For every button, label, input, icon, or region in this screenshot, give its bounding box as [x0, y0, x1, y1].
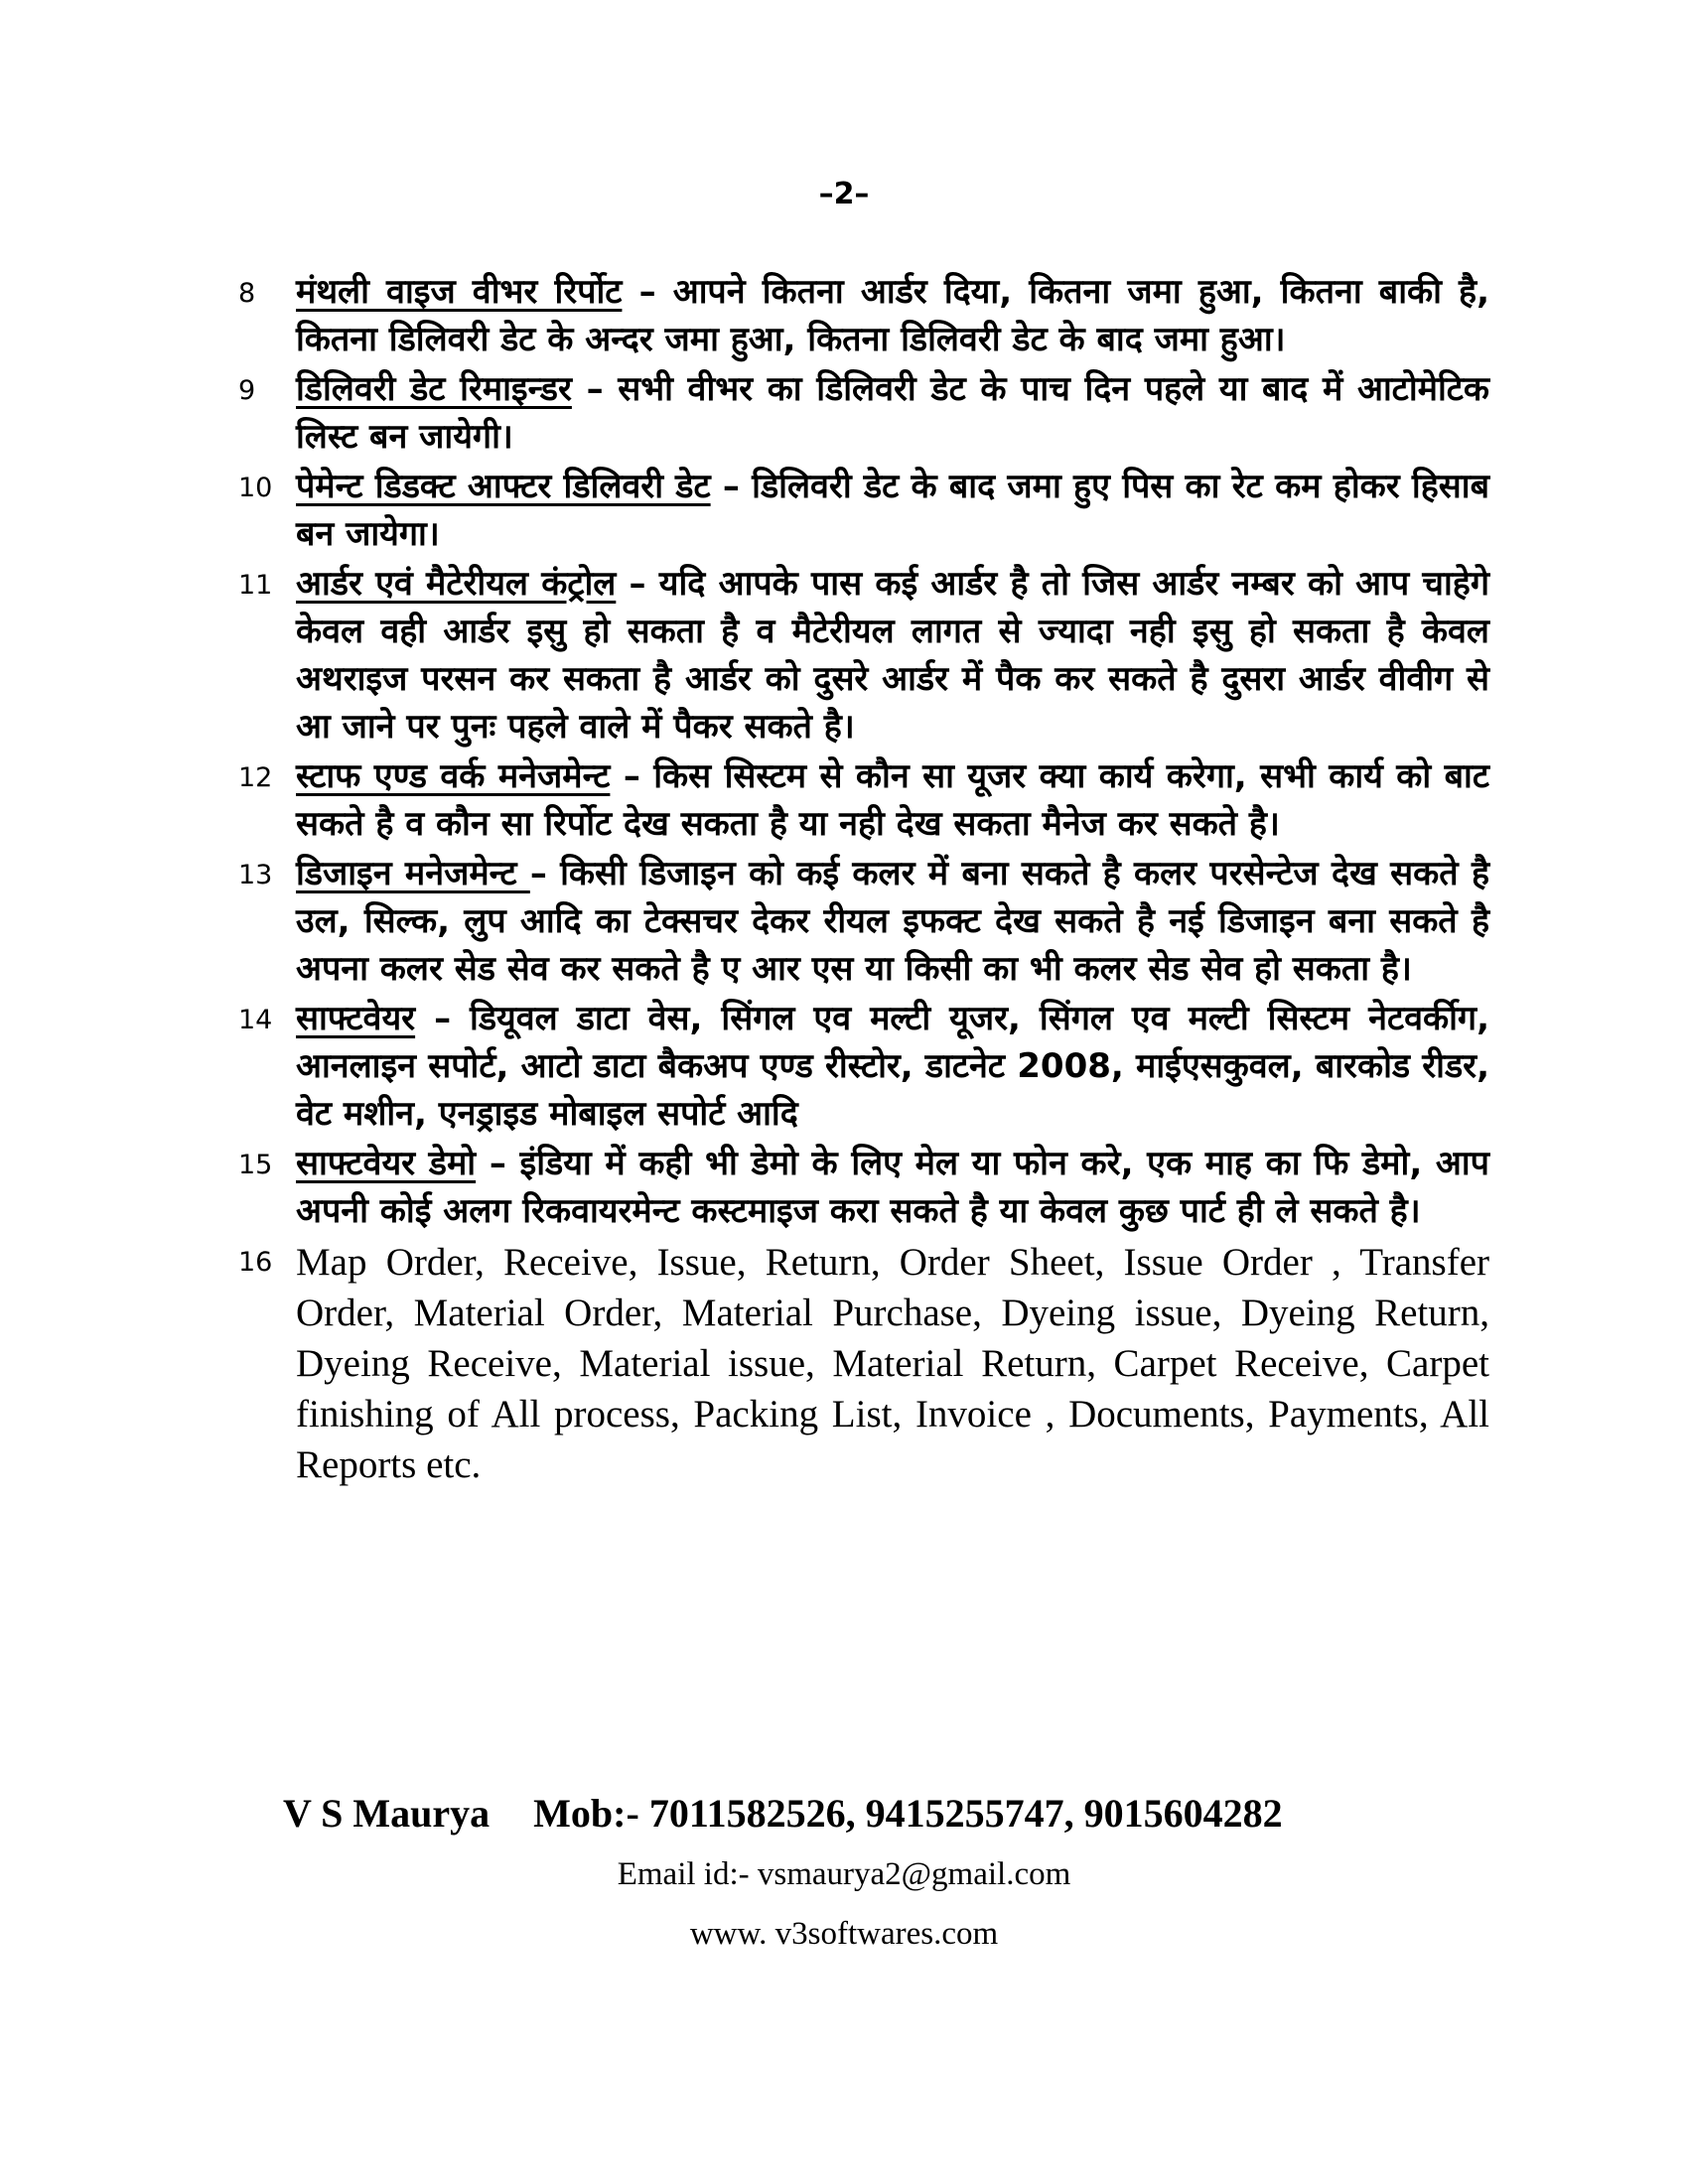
item-text: – किस सिस्टम से कौन सा यूजर क्या कार्य करेगा, सभी कार्य को बाट सकते है व कौन सा रिर्पोट देख सकता है या नही देख सकता मैनेज कर सकते है। [296, 756, 1489, 844]
list-item [238, 850, 1489, 993]
page-number: –2– [818, 177, 870, 211]
item-title: साफ्टवेयर [296, 999, 416, 1038]
item-text: – आपने कितना आर्डर दिया, कितना जमा हुआ, कितना बाकी है, कितना डिलिवरी डेट के अन्दर जमा हुआ, कितना डिलिवरी डेट के बाद जमा हुआ। [296, 272, 1490, 359]
item-number: 14 [238, 1005, 273, 1035]
item-number: 9 [238, 375, 256, 406]
contact-line [283, 1790, 1475, 1837]
item-title: पेमेन्ट डिडक्ट आफ्टर डिलिवरी डेट [296, 467, 711, 506]
list-item [238, 1140, 1489, 1235]
item-title: स्टाफ एण्ड वर्क मनेजमेन्ट [296, 756, 611, 796]
contact-name: V S Maurya [283, 1791, 491, 1836]
item-title: साफ्टवेयर डेमो [296, 1144, 477, 1183]
item-number: 11 [238, 570, 273, 601]
item-number: 16 [238, 1247, 273, 1278]
item-text: – किसी डिजाइन को कई कलर में बना सकते है कलर परसेन्टेज देख सकते है उल, सिल्क, लुप आदि का टेक्सचर देकर रीयल इफक्ट देख सकते है नई डिजाइन बना सकते है अपना कलर सेड सेव कर सकते है ए आर एस या किसी का भी कलर सेड सेव हो सकता है। [296, 854, 1489, 989]
item-number: 8 [238, 278, 256, 309]
item-text: – यदि आपके पास कई आर्डर है तो जिस आर्डर नम्बर को आप चाहेगे केवल वही आर्डर इसु हो सकता है व मैटेरीयल लागत से ज्यादा नही इसु हो सकता है केवल अथराइज परसन कर सकता है आर्डर को दुसरे आर्डर में पैक कर सकते है दुसरा आर्डर वीवीग से आ जाने पर पुनः पहले वाले में पैकर सकते है। [296, 564, 1489, 747]
list-item [238, 995, 1489, 1138]
item-title: डिलिवरी डेट रिमाइन्डर [296, 369, 572, 409]
item-title: मंथली वाइज वीभर रिर्पोट [296, 272, 623, 312]
item-text: Map Order, Receive, Issue, Return, Order Sheet, Issue Order , Transfer Order, Material Order, Material Purchase, Dyeing issue, Dyeing Return, Dyeing Receive, Material issue, Material Return, Carpet Receive, Carpet finishing of All process, Packing List, Invoice , Documents, Payments, All Reports etc. [296, 1241, 1489, 1486]
feature-list [238, 268, 1489, 1492]
item-number: 10 [238, 473, 273, 503]
list-item-english [238, 1237, 1489, 1490]
contact-email: Email id:- vsmaurya2@gmail.com [617, 1856, 1071, 1892]
list-item [238, 560, 1489, 751]
item-number: 15 [238, 1150, 273, 1180]
contact-mobile: Mob:- 7011582526, 9415255747, 9015604282 [533, 1791, 1283, 1836]
contact-website: www. v3softwares.com [689, 1916, 999, 1952]
list-item [238, 268, 1489, 363]
item-text: – सभी वीभर का डिलिवरी डेट के पाच दिन पहले या बाद में आटोमेटिक लिस्ट बन जायेगी। [296, 369, 1490, 457]
item-text: – डिलिवरी डेट के बाद जमा हुए पिस का रेट कम होकर हिसाब बन जायेगा। [296, 467, 1489, 554]
item-text: – इंडिया में कही भी डेमो के लिए मेल या फोन करे, एक माह का फि डेमो, आप अपनी कोई अलग रिकवायरमेन्ट कस्टमाइज करा सकते है या केवल कुछ पार्ट ही ले सकते है। [296, 1144, 1489, 1231]
list-item [238, 463, 1489, 558]
item-title: डिजाइन मनेजमेन्ट [296, 854, 530, 893]
item-number: 13 [238, 860, 273, 890]
item-number: 12 [238, 762, 273, 793]
list-item [238, 752, 1489, 848]
list-item [238, 365, 1489, 461]
item-title: आर्डर एवं मैटेरीयल कंट्रोल [296, 564, 617, 604]
item-text: – डियूवल डाटा वेस, सिंगल एव मल्टी यूजर, सिंगल एव मल्टी सिस्टम नेटवर्कीग, आनलाइन सपोर्ट, आटो डाटा बैकअप एण्ड रीस्टोर, डाटनेट 2008, माईएसकुवल, बारकोड रीडर, वेट मशीन, एनड्राइड मोबाइल सपोर्ट आदि [296, 999, 1489, 1134]
